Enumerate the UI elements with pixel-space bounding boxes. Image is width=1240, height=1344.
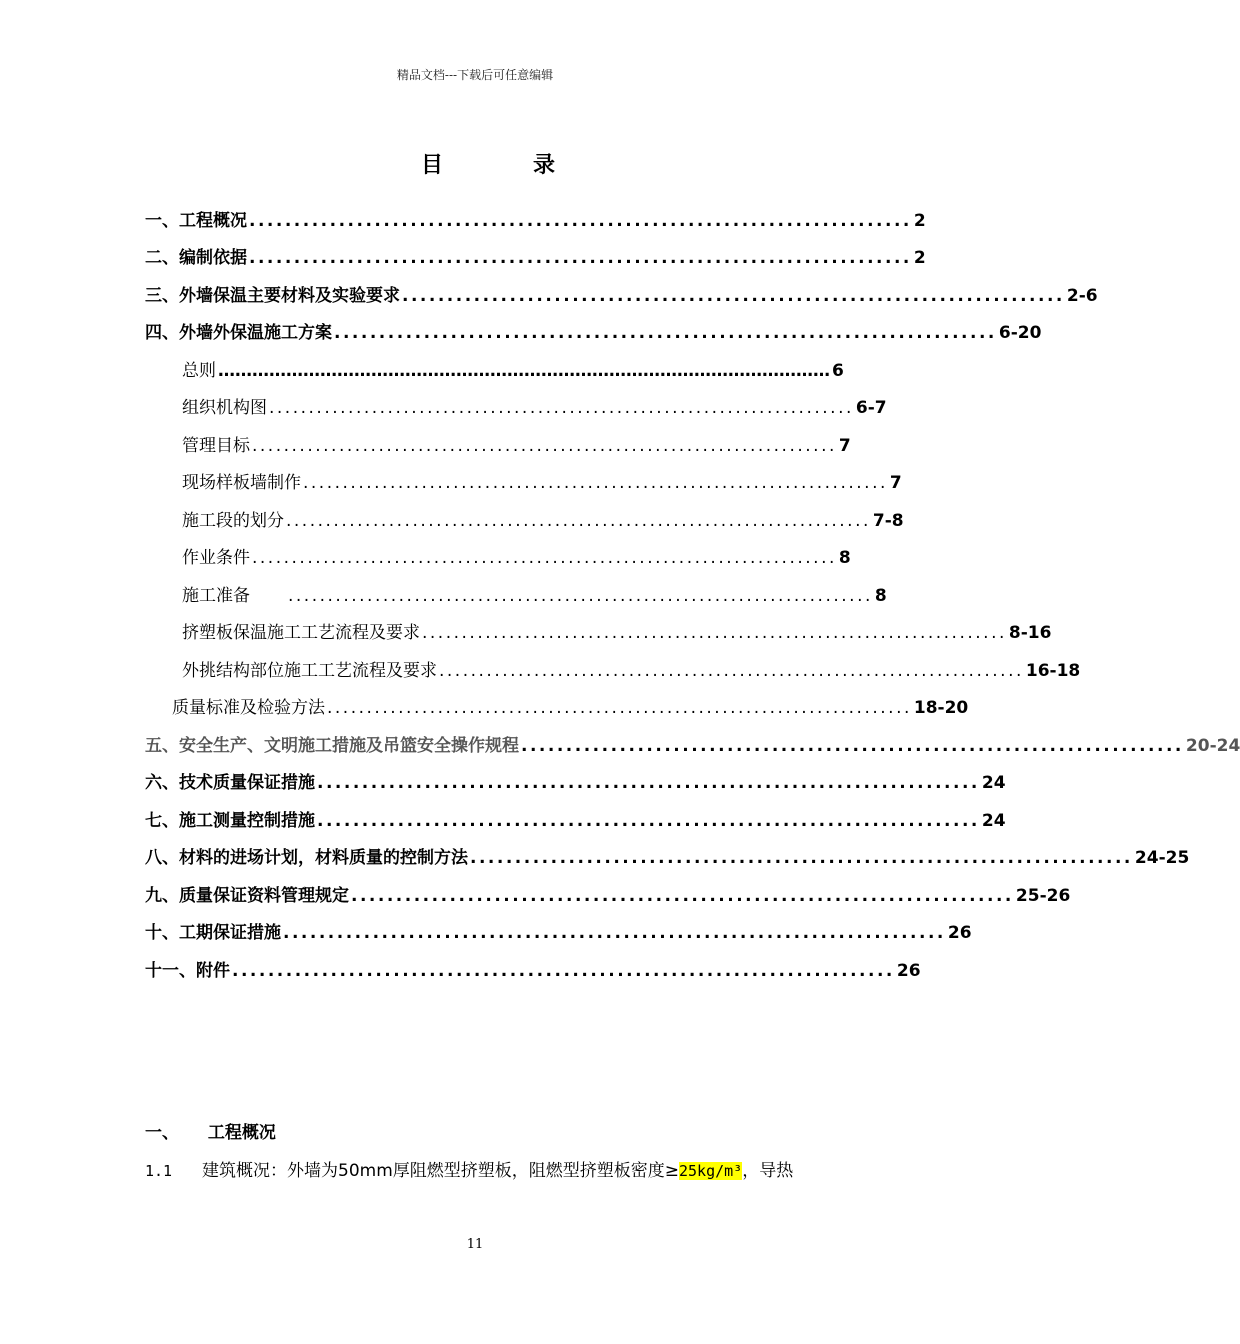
toc-leader: ..........................................................................	[303, 473, 888, 493]
toc-leader: ………………………………………………………………………………………………	[218, 361, 830, 381]
toc-entry-label: 工程概况	[179, 211, 247, 231]
toc-entry-label: 安全生产、文明施工措施及吊篮安全操作规程	[179, 736, 519, 756]
paragraph-text-continued: ，导热	[742, 1161, 794, 1181]
toc-entry-number: 二、	[145, 248, 179, 268]
toc-entry-number: 十、	[145, 923, 179, 943]
toc-entry-page: 20-24	[1185, 736, 1240, 756]
toc-entry-page: 8	[874, 586, 887, 606]
toc-entry[interactable]	[182, 353, 844, 389]
toc-entry-page: 24	[981, 811, 1006, 831]
toc-entry-label: 编制依据	[179, 248, 247, 268]
toc-leader: ..........................................................................	[470, 848, 1133, 868]
toc-entry-page: 8	[838, 548, 851, 568]
toc-entry-label: 管理目标	[182, 436, 250, 456]
toc-entry[interactable]	[172, 690, 969, 726]
highlighted-text: 25kg/m³	[679, 1162, 743, 1180]
toc-entry-label: 外墙外保温施工方案	[179, 323, 332, 343]
toc-entry-page: 24	[981, 773, 1006, 793]
toc-entry-page: 24-25	[1134, 848, 1190, 868]
toc-entry-label: 质量保证资料管理规定	[179, 886, 349, 906]
toc-entry-label: 质量标准及检验方法	[172, 698, 325, 718]
toc-leader: ..........................................................................	[288, 586, 873, 606]
toc-entry-page: 26	[896, 961, 921, 981]
toc-entry[interactable]	[145, 803, 1006, 839]
toc-leader: ..........................................................................	[249, 248, 912, 268]
paragraph-number: 1.1	[145, 1162, 173, 1180]
toc-entry-number: 五、	[145, 736, 179, 756]
toc-leader: ..........................................................................	[232, 961, 895, 981]
toc-entry-page: 8-16	[1008, 623, 1052, 643]
toc-entry-number: 七、	[145, 811, 179, 831]
toc-entry-number: 九、	[145, 886, 179, 906]
toc-entry[interactable]	[145, 765, 1006, 801]
toc-entry[interactable]	[145, 878, 1071, 914]
toc-entry-label: 总则	[182, 361, 216, 381]
toc-leader: ..........................................................................	[286, 511, 871, 531]
toc-entry[interactable]	[145, 203, 926, 239]
toc-leader: ..........................................................................	[334, 323, 997, 343]
toc-entry[interactable]	[182, 428, 851, 464]
toc-entry[interactable]	[145, 953, 921, 989]
toc-entry[interactable]	[145, 240, 926, 276]
toc-title: 目 录	[420, 153, 589, 178]
toc-entry-label: 挤塑板保温施工工艺流程及要求	[182, 623, 420, 643]
toc-entry[interactable]	[182, 503, 904, 539]
toc-entry-label: 作业条件	[182, 548, 250, 568]
toc-entry-page: 6	[832, 361, 844, 381]
toc-entry-page: 6-20	[998, 323, 1042, 343]
toc-leader: ..........................................................................	[317, 773, 980, 793]
toc-entry-page: 2	[913, 248, 926, 268]
toc-leader: ..........................................................................	[249, 211, 912, 231]
toc-leader: ..........................................................................	[439, 661, 1024, 681]
toc-leader: ..........................................................................	[402, 286, 1065, 306]
toc-entry-label: 附件	[196, 961, 230, 981]
toc-leader: ..........................................................................	[521, 736, 1184, 756]
toc-entry[interactable]	[182, 390, 887, 426]
toc-entry[interactable]	[182, 578, 887, 614]
section-heading	[145, 1118, 276, 1143]
toc-entry[interactable]	[145, 840, 1190, 876]
toc-entry-page: 16-18	[1025, 661, 1081, 681]
toc-entry[interactable]	[145, 315, 1042, 351]
toc-leader: ..........................................................................	[283, 923, 946, 943]
toc-entry-page: 7	[889, 473, 902, 493]
toc-entry-page: 7	[838, 436, 851, 456]
toc-entry-label: 施工测量控制措施	[179, 811, 315, 831]
toc-entry-label: 工期保证措施	[179, 923, 281, 943]
toc-entry-number: 六、	[145, 773, 179, 793]
section-number: 一、	[145, 1123, 179, 1143]
toc-leader: ..........................................................................	[317, 811, 980, 831]
toc-entry[interactable]	[145, 278, 1098, 314]
toc-entry[interactable]	[145, 915, 972, 951]
toc-entry-number: 十一、	[145, 961, 196, 981]
toc-entry-label: 外墙保温主要材料及实验要求	[179, 286, 400, 306]
paragraph-text: 建筑概况：外墙为50mm厚阻燃型挤塑板，阻燃型挤塑板密度≥	[202, 1161, 679, 1181]
toc-entry[interactable]	[182, 465, 902, 501]
toc-entry-number: 一、	[145, 211, 179, 231]
toc-entry-number: 八、	[145, 848, 179, 868]
toc-entry-number: 三、	[145, 286, 179, 306]
toc-entry[interactable]	[182, 540, 851, 576]
toc-entry[interactable]	[145, 728, 1240, 764]
toc-entry-page: 6-7	[855, 398, 887, 418]
toc-entry-page: 7-8	[872, 511, 904, 531]
toc-entry-page: 18-20	[913, 698, 969, 718]
section-title: 工程概况	[207, 1123, 276, 1143]
toc-entry[interactable]	[182, 653, 1081, 689]
page-header: 精品文档---下载后可任意编辑	[396, 68, 554, 82]
toc-leader: ..........................................................................	[327, 698, 912, 718]
toc-entry-label: 现场样板墙制作	[182, 473, 301, 493]
toc-entry-label: 组织机构图	[182, 398, 267, 418]
toc-entry-label: 技术质量保证措施	[179, 773, 315, 793]
body-paragraph	[145, 1156, 875, 1181]
toc-entry-number: 四、	[145, 323, 179, 343]
toc-entry-page: 2-6	[1066, 286, 1098, 306]
toc-leader: ..........................................................................	[351, 886, 1014, 906]
toc-entry-page: 2	[913, 211, 926, 231]
toc-entry-page: 26	[947, 923, 972, 943]
toc-entry-label: 施工准备	[182, 586, 250, 606]
toc-leader: ..........................................................................	[422, 623, 1007, 643]
toc-entry-label: 施工段的划分	[182, 511, 284, 531]
toc-leader: ..........................................................................	[252, 548, 837, 568]
toc-entry-page: 25-26	[1015, 886, 1071, 906]
toc-leader: ..........................................................................	[269, 398, 854, 418]
toc-entry-label: 外挑结构部位施工工艺流程及要求	[182, 661, 437, 681]
toc-leader: ..........................................................................	[252, 436, 837, 456]
toc-entry-label: 材料的进场计划，材料质量的控制方法	[179, 848, 468, 868]
toc-entry[interactable]	[182, 615, 1052, 651]
page-number: 11	[466, 1237, 484, 1252]
